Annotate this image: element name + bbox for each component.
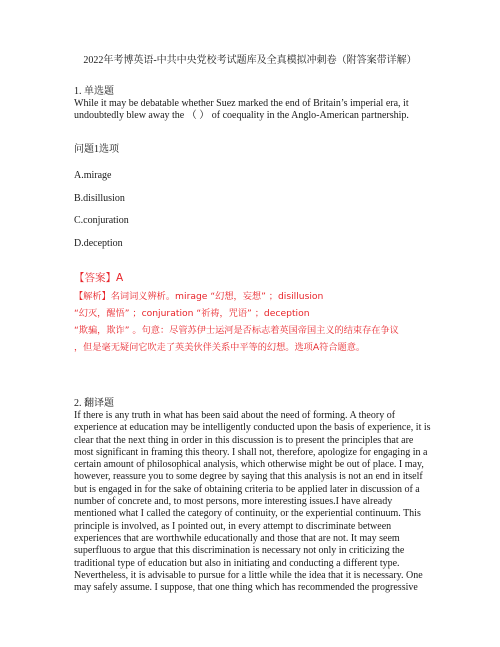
passage-line: experiences that are worthwhile educationally and those that are not. It may seem <box>74 532 400 544</box>
passage-line: clear that the next thing in order in this discussion is to present the principles that are <box>74 434 414 446</box>
passage-line: most significant in framing this theory. I shall not, therefore, apologize for engaging in a <box>74 446 428 458</box>
passage-line: may safely assume. I suppose, that one thing which has recommended the progressive <box>74 582 418 594</box>
analysis-line: 【解析】名词词义辨析。mirage “幻想，妄想” ；disillusion <box>74 291 324 302</box>
passage-line: traditional type of education but also in initiating and conducting a different type. <box>74 557 400 569</box>
passage-line: number of concrete and, to most persons, more interesting issues.I have already <box>74 496 393 508</box>
option-d: D.deception <box>74 238 123 249</box>
q2-heading: 2. 翻译题 <box>74 398 114 409</box>
passage-line: however, reassure you to some degree by saying that this analysis is not an end in itself <box>74 471 423 483</box>
q1-heading: 1. 单选题 <box>74 86 114 97</box>
passage-line: mentioned what I called the category of continuity, or the experiential continuum. This <box>74 508 421 520</box>
passage-line: Nevertheless, it is advisable to pursue for a little while the idea that it is necessary. One <box>74 569 423 581</box>
document-title: 2022年考博英语-中共中央党校考试题库及全真模拟冲刺卷（附答案带详解） <box>83 55 417 66</box>
q1-stem-line: While it may be debatable whether Suez marked the end of Britain’s imperial era, it <box>74 98 409 109</box>
passage-line: certain amount of philosophical analysis, which otherwise might be out of place. I may, <box>74 459 424 471</box>
q1-stem-line: undoubtedly blew away the （ ） of coequality in the Anglo-American partnership. <box>74 110 409 122</box>
passage-line: but is engaged in for the sake of obtaining criteria to be applied later in discussion of a <box>74 483 420 495</box>
passage-line: superfluous to argue that this discrimination is necessary not only in criticizing the <box>74 545 405 557</box>
q2-passage <box>74 410 431 594</box>
analysis-line: ，但是毫无疑问它吹走了英美伙伴关系中平等的幻想。选项A符合题意。 <box>74 342 366 353</box>
analysis-line: “欺骗，欺诈” 。句意：尽管苏伊士运河是否标志着英国帝国主义的结束存在争议 <box>74 325 399 336</box>
q1-stem <box>74 98 409 123</box>
q1-options-label: 问题1选项 <box>74 144 119 155</box>
passage-line: experience at education may be intelligently conducted upon the basis of experience, it is <box>74 422 431 434</box>
analysis-line: “幻灭，醒悟” ；conjuration “祈祷，咒语” ；deception <box>74 308 310 319</box>
passage-line: If there is any truth in what has been said about the need of forming. A theory of <box>74 410 396 421</box>
option-a: A.mirage <box>74 170 112 181</box>
option-c: C.conjuration <box>74 215 129 226</box>
passage-line: principle is involved, as I pointed out, in every attempt to discriminate between <box>74 520 392 532</box>
answer-label: 【答案】A <box>74 272 124 284</box>
option-b: B.disillusion <box>74 193 125 204</box>
